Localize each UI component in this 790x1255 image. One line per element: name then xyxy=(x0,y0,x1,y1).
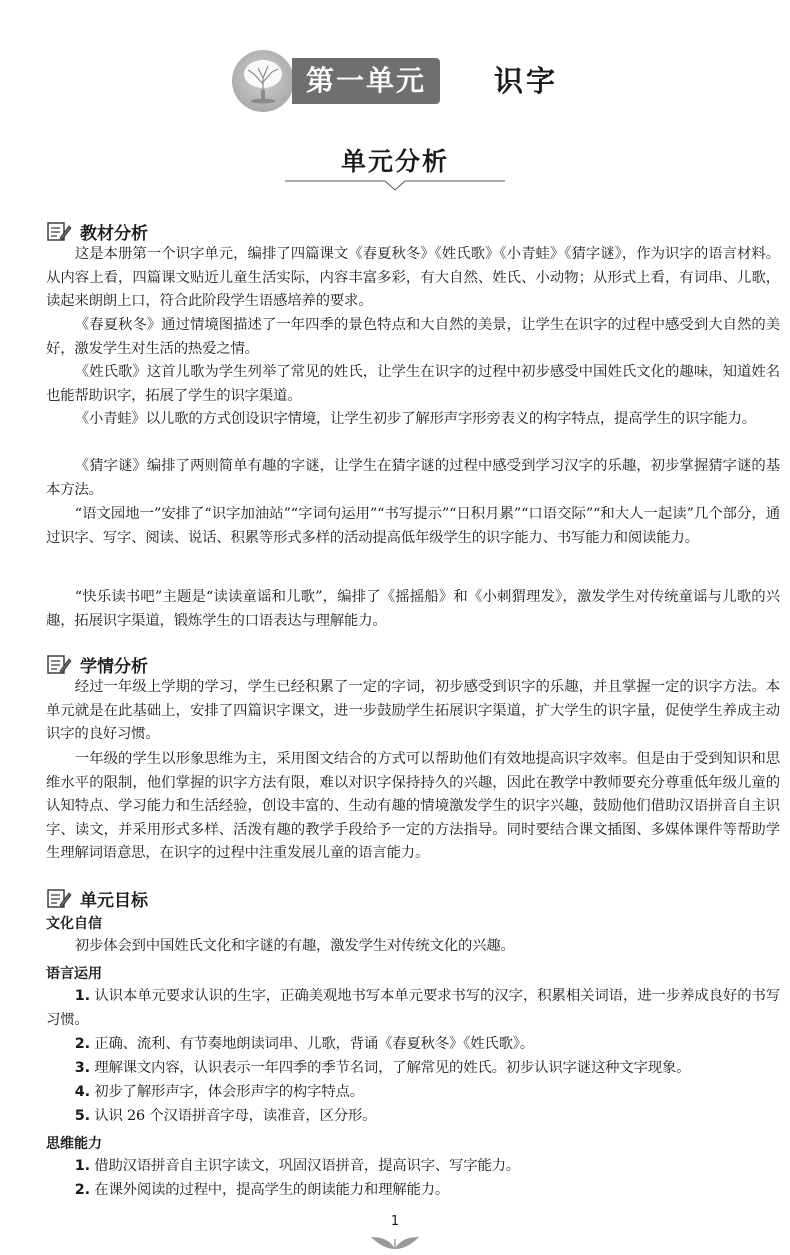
notebook-pen-icon xyxy=(46,220,72,242)
goal-item: 5. 认识 26 个汉语拼音字母，读准音，区分形。 xyxy=(74,1108,377,1124)
goal-item: 3. 理解课文内容，认识表示一年四季的季节名词，了解常见的姓氏。初步认识字谜这种文字现象。 xyxy=(74,1060,691,1076)
paragraph: 一年级的学生以形象思维为主，采用图文结合的方式可以帮助他们有效地提高识字效率。但是由于受到知识和思维水平的限制，他们掌握的识字方法有限，难以对识字保持持久的兴趣，因此在教学中教师要充分尊重低年级儿童的认知特点、学习能力和生活经验，创设丰富的、生动有趣的情境激发学生的识字兴趣，鼓励他们借助汉语拼音自主识字、读文，并采用形式多样、活泼有趣的教学手段给予一定的方法指导。同时要结合课文插图、多媒体课件等帮助学生理解词语意思，在识字的过程中注重发展儿童的语言能力。 xyxy=(46,751,780,861)
goal-item: 2. 正确、流利、有节奏地朗读词串、儿歌，背诵《春夏秋冬》《姓氏歌》。 xyxy=(74,1036,534,1052)
section-heading-goals xyxy=(46,886,148,910)
section-title-learner: 学情分析 xyxy=(80,656,148,677)
paragraph: “快乐读书吧”主题是“读读童谣和儿歌”，编排了《摇摇船》和《小刺猬理发》，激发学生对传统童谣与儿歌的兴趣，拓展识字渠道，锻炼学生的口语表达与理解能力。 xyxy=(46,589,780,629)
section-heading-learner xyxy=(46,652,148,676)
goal-item: 1. 借助汉语拼音自主识字读文，巩固汉语拼音，提高识字、写字能力。 xyxy=(74,1158,520,1174)
goal-item: 1. 认识本单元要求认识的生字，正确美观地书写本单元要求书写的汉字，积累相关词语，进一步养成良好的书写习惯。 xyxy=(46,988,781,1028)
tree-icon xyxy=(232,50,294,112)
paragraph: 《春夏秋冬》通过情境图描述了一年四季的景色特点和大自然的美景，让学生在识字的过程中感受到大自然的美好，激发学生对生活的热爱之情。 xyxy=(46,317,780,357)
paragraph: 《姓氏歌》这首儿歌为学生列举了常见的姓氏，让学生在识字的过程中初步感受中国姓氏文化的趣味，知道姓名也能帮助识字，拓展了学生的识字渠道。 xyxy=(46,364,780,404)
page-title: 单元分析 xyxy=(340,147,449,176)
page-number: 1 xyxy=(390,1214,400,1229)
notebook-pen-icon xyxy=(46,653,72,675)
leaf-ornament-icon xyxy=(367,1227,423,1251)
unit-label: 第一单元 xyxy=(292,58,440,104)
paragraph: 《小青蛙》以儿歌的方式创设识字情境，让学生初步了解形声字形旁表义的构字特点，提高学生的识字能力。 xyxy=(74,411,756,427)
subheading-thinking: 思维能力 xyxy=(46,1136,102,1152)
notebook-pen-icon xyxy=(46,887,72,909)
paragraph: 经过一年级上学期的学习，学生已经积累了一定的字词，初步感受到识字的乐趣，并且掌握一定的识字方法。本单元就是在此基础上，安排了四篇识字课文，进一步鼓励学生拓展识字渠道，扩大学生的识字量，促使学生养成主动识字的良好习惯。 xyxy=(46,679,780,742)
paragraph: “语文园地一”安排了“识字加油站”“字词句运用”“书写提示”“日积月累”“口语交际”“和大人一起读”几个部分，通过识字、写字、阅读、说话、积累等形式多样的活动提高低年级学生的识字能力、书写能力和阅读能力。 xyxy=(46,506,780,546)
subheading-culture: 文化自信 xyxy=(46,916,102,932)
paragraph: 这是本册第一个识字单元，编排了四篇课文《春夏秋冬》《姓氏歌》《小青蛙》《猜字谜》，作为识字的语言材料。从内容上看，四篇课文贴近儿童生活实际，内容丰富多彩，有大自然、姓氏、小动物；从形式上看，有词串、儿歌，读起来朗朗上口，符合此阶段学生语感培养的要求。 xyxy=(46,246,780,309)
paragraph: 《猜字谜》编排了两则简单有趣的字谜，让学生在猜字谜的过程中感受到学习汉字的乐趣，初步掌握猜字谜的基本方法。 xyxy=(46,458,780,498)
subheading-language: 语言运用 xyxy=(46,966,102,982)
section-title-goals: 单元目标 xyxy=(80,890,148,911)
unit-subtitle: 识字 xyxy=(494,64,559,98)
section-heading-textbook xyxy=(46,219,148,243)
culture-text: 初步体会到中国姓氏文化和字谜的有趣，激发学生对传统文化的兴趣。 xyxy=(74,938,515,954)
section-title-textbook: 教材分析 xyxy=(80,223,148,244)
title-divider xyxy=(285,178,505,192)
goal-item: 4. 初步了解形声字，体会形声字的构字特点。 xyxy=(74,1084,364,1100)
goal-item: 2. 在课外阅读的过程中，提高学生的朗读能力和理解能力。 xyxy=(74,1182,450,1198)
